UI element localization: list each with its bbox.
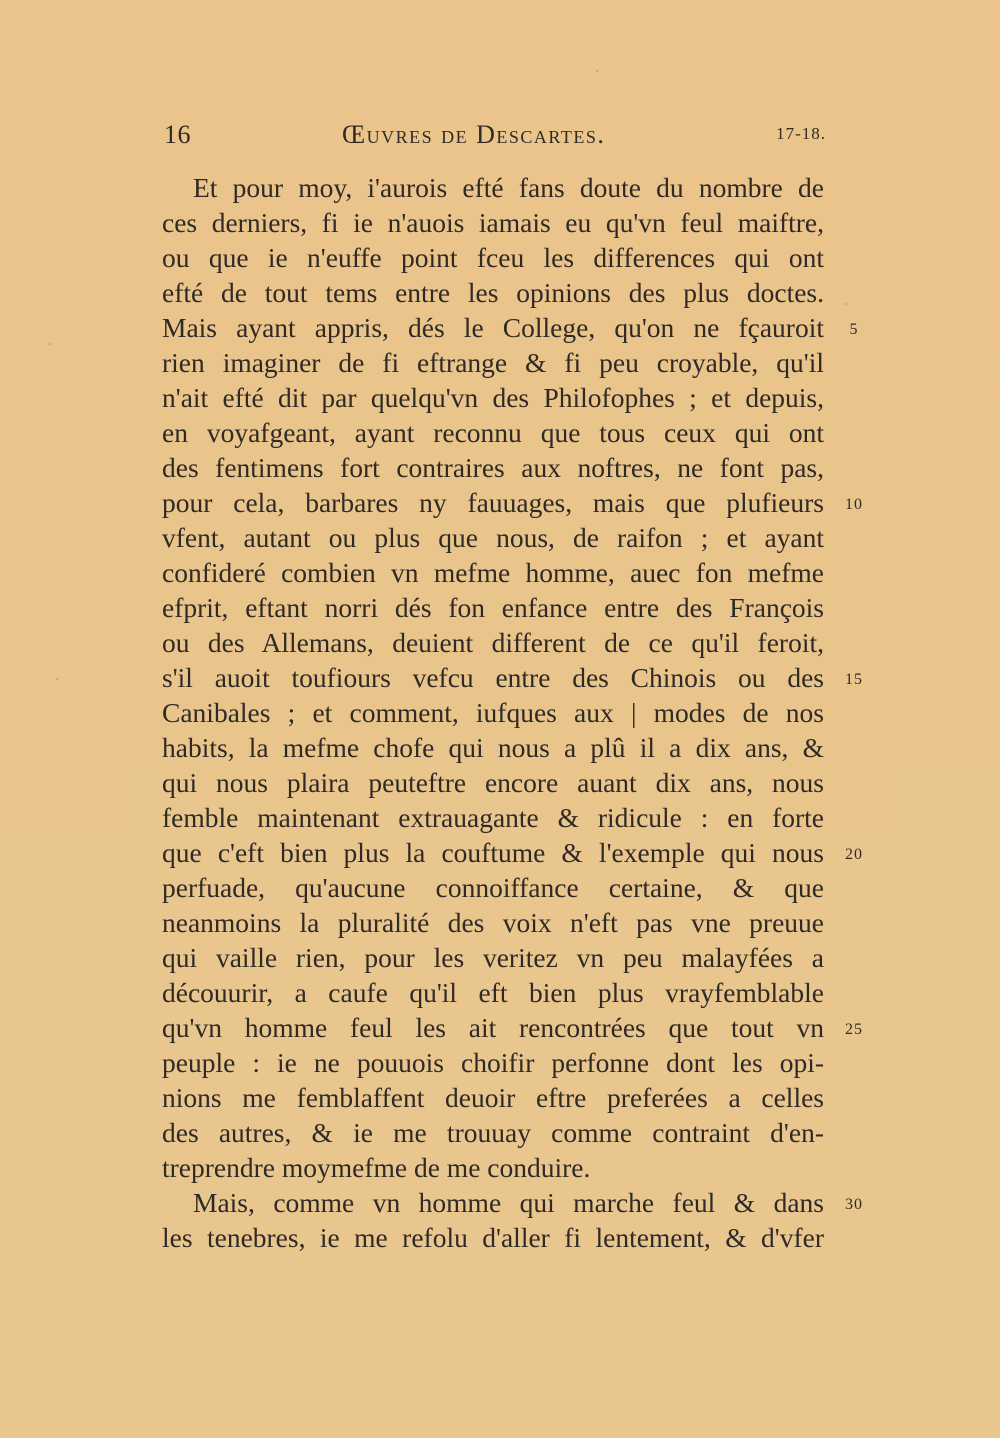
text-line: rien imaginer de fi eftrange & fi peu croyable, qu'il: [162, 347, 824, 378]
text-line: pour cela, barbares ny fauuages, mais que plufieurs: [162, 487, 824, 518]
text-line: que c'eft bien plus la couftume & l'exemple qui nous: [162, 837, 824, 868]
text-line: en voyafgeant, ayant reconnu que tous ceux qui ont: [162, 417, 824, 448]
text-line: qui vaille rien, pour les veritez vn peu malayfées a: [162, 942, 824, 973]
line-number: 15: [845, 671, 863, 688]
text-line: nions me femblaffent deuoir eftre preferées a celles: [162, 1082, 824, 1113]
text-line: Et pour moy, i'aurois efté fans doute du nombre de: [193, 172, 824, 203]
text-line: s'il auoit toufiours vefcu entre des Chinois ou des: [162, 662, 824, 693]
paper-speck: [56, 678, 58, 680]
line-number: 30: [845, 1196, 863, 1213]
text-line: ou que ie n'euffe point fceu les differences qui ont: [162, 242, 824, 273]
text-line: qui nous plaira peuteftre encore auant dix ans, nous: [162, 767, 824, 798]
text-line: ou des Allemans, deuient different de ce qu'il feroit,: [162, 627, 824, 658]
text-line: habits, la mefme chofe qui nous a plû il a dix ans, &: [162, 732, 824, 763]
text-line: efté de tout tems entre les opinions des plus doctes.: [162, 277, 824, 308]
page-number: 16: [164, 120, 191, 149]
text-line: n'ait efté dit par quelqu'vn des Philofophes ; et depuis,: [162, 382, 824, 413]
running-head: [164, 120, 826, 156]
text-line: confideré combien vn mefme homme, auec fon mefme: [162, 557, 824, 588]
text-line: découurir, a caufe qu'il eft bien plus vrayfemblable: [162, 977, 824, 1008]
text-line: neanmoins la pluralité des voix n'eft pas vne preuue: [162, 907, 824, 938]
book-title: Œuvres de Descartes.: [342, 120, 606, 149]
paper-speck: [845, 303, 847, 305]
line-number: 10: [845, 496, 863, 513]
paper-speck: [596, 70, 598, 72]
line-number: 25: [845, 1021, 863, 1038]
text-line: Mais, comme vn homme qui marche feul & dans: [193, 1187, 824, 1218]
text-line: Canibales ; et comment, iufques aux | modes de nos: [162, 697, 824, 728]
text-line: vfent, autant ou plus que nous, de raifon ; et ayant: [162, 522, 824, 553]
text-line: femble maintenant extrauagante & ridicule : en forte: [162, 802, 824, 833]
text-line: treprendre moymefme de me conduire.: [162, 1152, 591, 1183]
line-number: 20: [845, 846, 863, 863]
text-line: efprit, eftant norri dés fon enfance entre des François: [162, 592, 824, 623]
text-line: Mais ayant appris, dés le College, qu'on ne fçauroit: [162, 312, 824, 343]
text-line: qu'vn homme feul les ait rencontrées que tout vn: [162, 1012, 824, 1043]
paper-speck: [49, 343, 51, 345]
text-line: des autres, & ie me trouuay comme contraint d'en-: [162, 1117, 824, 1148]
text-line: des fentimens fort contraires aux noftres, ne font pas,: [162, 452, 824, 483]
text-line: peuple : ie ne pouuois choifir perfonne dont les opi-: [162, 1047, 824, 1078]
text-line: les tenebres, ie me refolu d'aller fi lentement, & d'vfer: [162, 1222, 824, 1253]
text-line: perfuade, qu'aucune connoiffance certaine, & que: [162, 872, 824, 903]
folio-reference: 17-18.: [776, 124, 826, 143]
line-number: 5: [849, 321, 859, 338]
text-line: ces derniers, fi ie n'auois iamais eu qu'vn feul maiftre,: [162, 207, 824, 238]
